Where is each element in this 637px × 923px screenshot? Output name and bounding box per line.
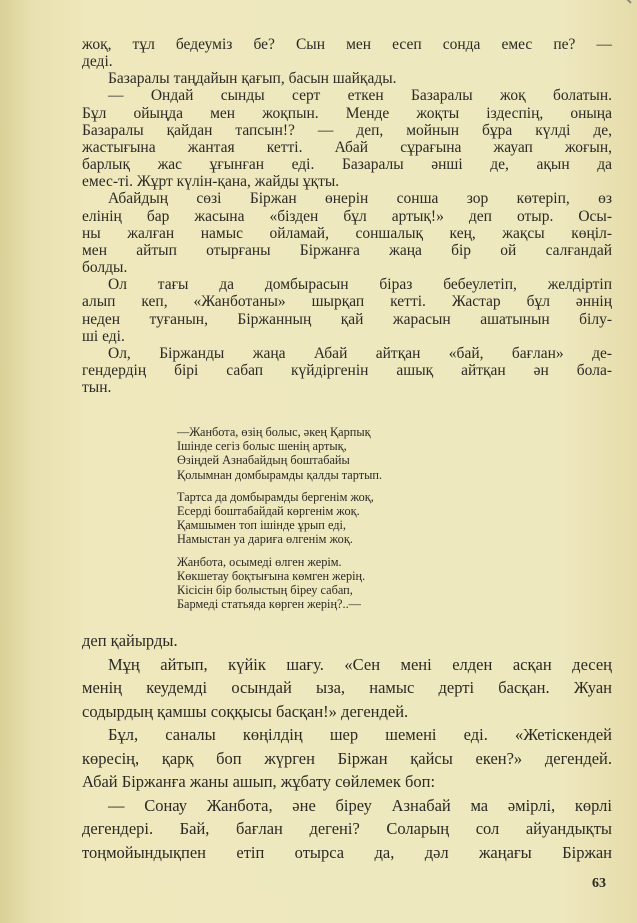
- text-line: тоңмойындықпен етіп отырса да, дәл жаңағы Біржан: [82, 842, 612, 862]
- poem-line: Өзіңдей Азнабайдың боштабайы: [177, 453, 350, 468]
- body-text-bottom: [82, 629, 612, 864]
- text-line: емес-ті. Жұрт күлін-қана, жайды ұқты.: [82, 173, 340, 191]
- poem-line: Көкшетау боқтығына көмген жерің.: [177, 568, 366, 583]
- text-line: Ол, Біржанды жаңа Абай айтқан «бай, бағлан» де-: [108, 344, 612, 362]
- text-line: болды.: [82, 259, 128, 277]
- poem-stanza: [177, 555, 382, 612]
- poem-line: —Жанбота, өзің болыс, әкең Қарпық: [177, 425, 371, 439]
- page-number: 63: [592, 876, 606, 891]
- text-line: барлық жас ұғынған еді. Базаралы әнші де, ақын да: [82, 156, 612, 174]
- poem-stanza: [177, 490, 382, 547]
- poem-line: Намыстан уа дариға өлгенім жоқ.: [177, 532, 353, 547]
- poem-line: Ішінде сегіз болыс шенің артық,: [177, 439, 347, 454]
- text-line: деп қайырды.: [82, 631, 178, 650]
- text-line: Базаралы таңдайын қағып, басын шайқады.: [108, 70, 397, 88]
- text-line: менің кеудемді осындай ыза, намыс дерті басқан. Жуан: [82, 678, 612, 697]
- poem-line: Қолымнан домбырамды қалды тартып.: [177, 467, 383, 482]
- text-line: Абай Біржанға жаны ашып, жұбату сөйлемек боп:: [82, 772, 436, 791]
- body-text-top: [82, 36, 612, 396]
- text-line: Бұл ойыңда мен жоқпын. Менде жоқты іздеспің, оныңа: [82, 104, 612, 122]
- text-line: неден туғанын, Біржанның қай жарасын ашатынын білу-: [82, 310, 612, 328]
- text-line: Мұң айтып, күйік шағу. «Сен мені елден асқан десең: [108, 654, 612, 674]
- text-line: дегендері. Бай, бағлан дегені? Соларың сол айуандықты: [82, 819, 612, 838]
- text-line: ші еді.: [82, 327, 125, 345]
- text-line: Ол тағы да домбырасын біраз бебеулетіп, желдіртіп: [108, 276, 612, 294]
- text-line: көресің, қарқ боп жүрген Біржан қайсы екен?» дегендей.: [82, 748, 612, 768]
- text-line: жастығына жантая кетті. Абай сұрағына жауап жоғын,: [82, 138, 612, 156]
- poem-line: Кісісін бір болыстың біреу сабап,: [177, 583, 353, 598]
- poem-line: Бармеді статьяда көрген жерің?..—: [177, 597, 361, 612]
- text-line: мен айтып отырғаны Біржанға жаңа бір ой салғандай: [82, 241, 612, 259]
- text-line: Бұл, саналы көңілдің шер шемені еді. «Жетіскендей: [108, 725, 612, 744]
- poem-stanza: [177, 425, 382, 482]
- text-line: тын.: [82, 379, 112, 397]
- text-line: Базаралы қайдан тапсын!? — деп, мойнын бұра күлді де,: [82, 121, 612, 139]
- text-line: жоқ, тұл бедеуміз бе? Сын мен есеп сонда емес пе? —: [82, 36, 612, 53]
- poem-line: Жанбота, осымеді өлген жерім.: [177, 554, 342, 569]
- text-line: — Сонау Жанбота, әне біреу Азнабай ма әмірлі, көрлі: [108, 795, 612, 815]
- poem-line: Тартса да домбырамды бергенім жоқ,: [177, 489, 374, 504]
- text-line: елінің бар жасына «бізден бұл артық!» деп отыр. Осы-: [82, 207, 612, 225]
- text-line: Абайдың сөзі Біржан өнерін соншa зор көтеріп, өз: [108, 190, 612, 208]
- text-line: деді.: [82, 53, 113, 71]
- poem: [177, 425, 382, 619]
- poem-line: Есерді боштабайдай көргенім жоқ.: [177, 504, 360, 519]
- poem-line: Қамшымен топ ішінде ұрып еді,: [177, 518, 347, 533]
- text-line: гендердің бірі сабап күйдіргенін ашық айтқан ән бола-: [82, 361, 612, 379]
- text-line: алып кеп, «Жанботаны» шырқап кетті. Жастар бұл әннің: [82, 293, 612, 311]
- text-line: ны жалған намыс ойламай, соншалық кең, жақсы көңіл-: [82, 224, 612, 242]
- text-line: содырдың қамшы соққысы басқан!» дегендей.: [82, 701, 409, 721]
- page-corner-mark: [613, 0, 631, 4]
- text-line: — Ондай сынды серт еткен Базаралы жоқ болатын.: [108, 87, 612, 105]
